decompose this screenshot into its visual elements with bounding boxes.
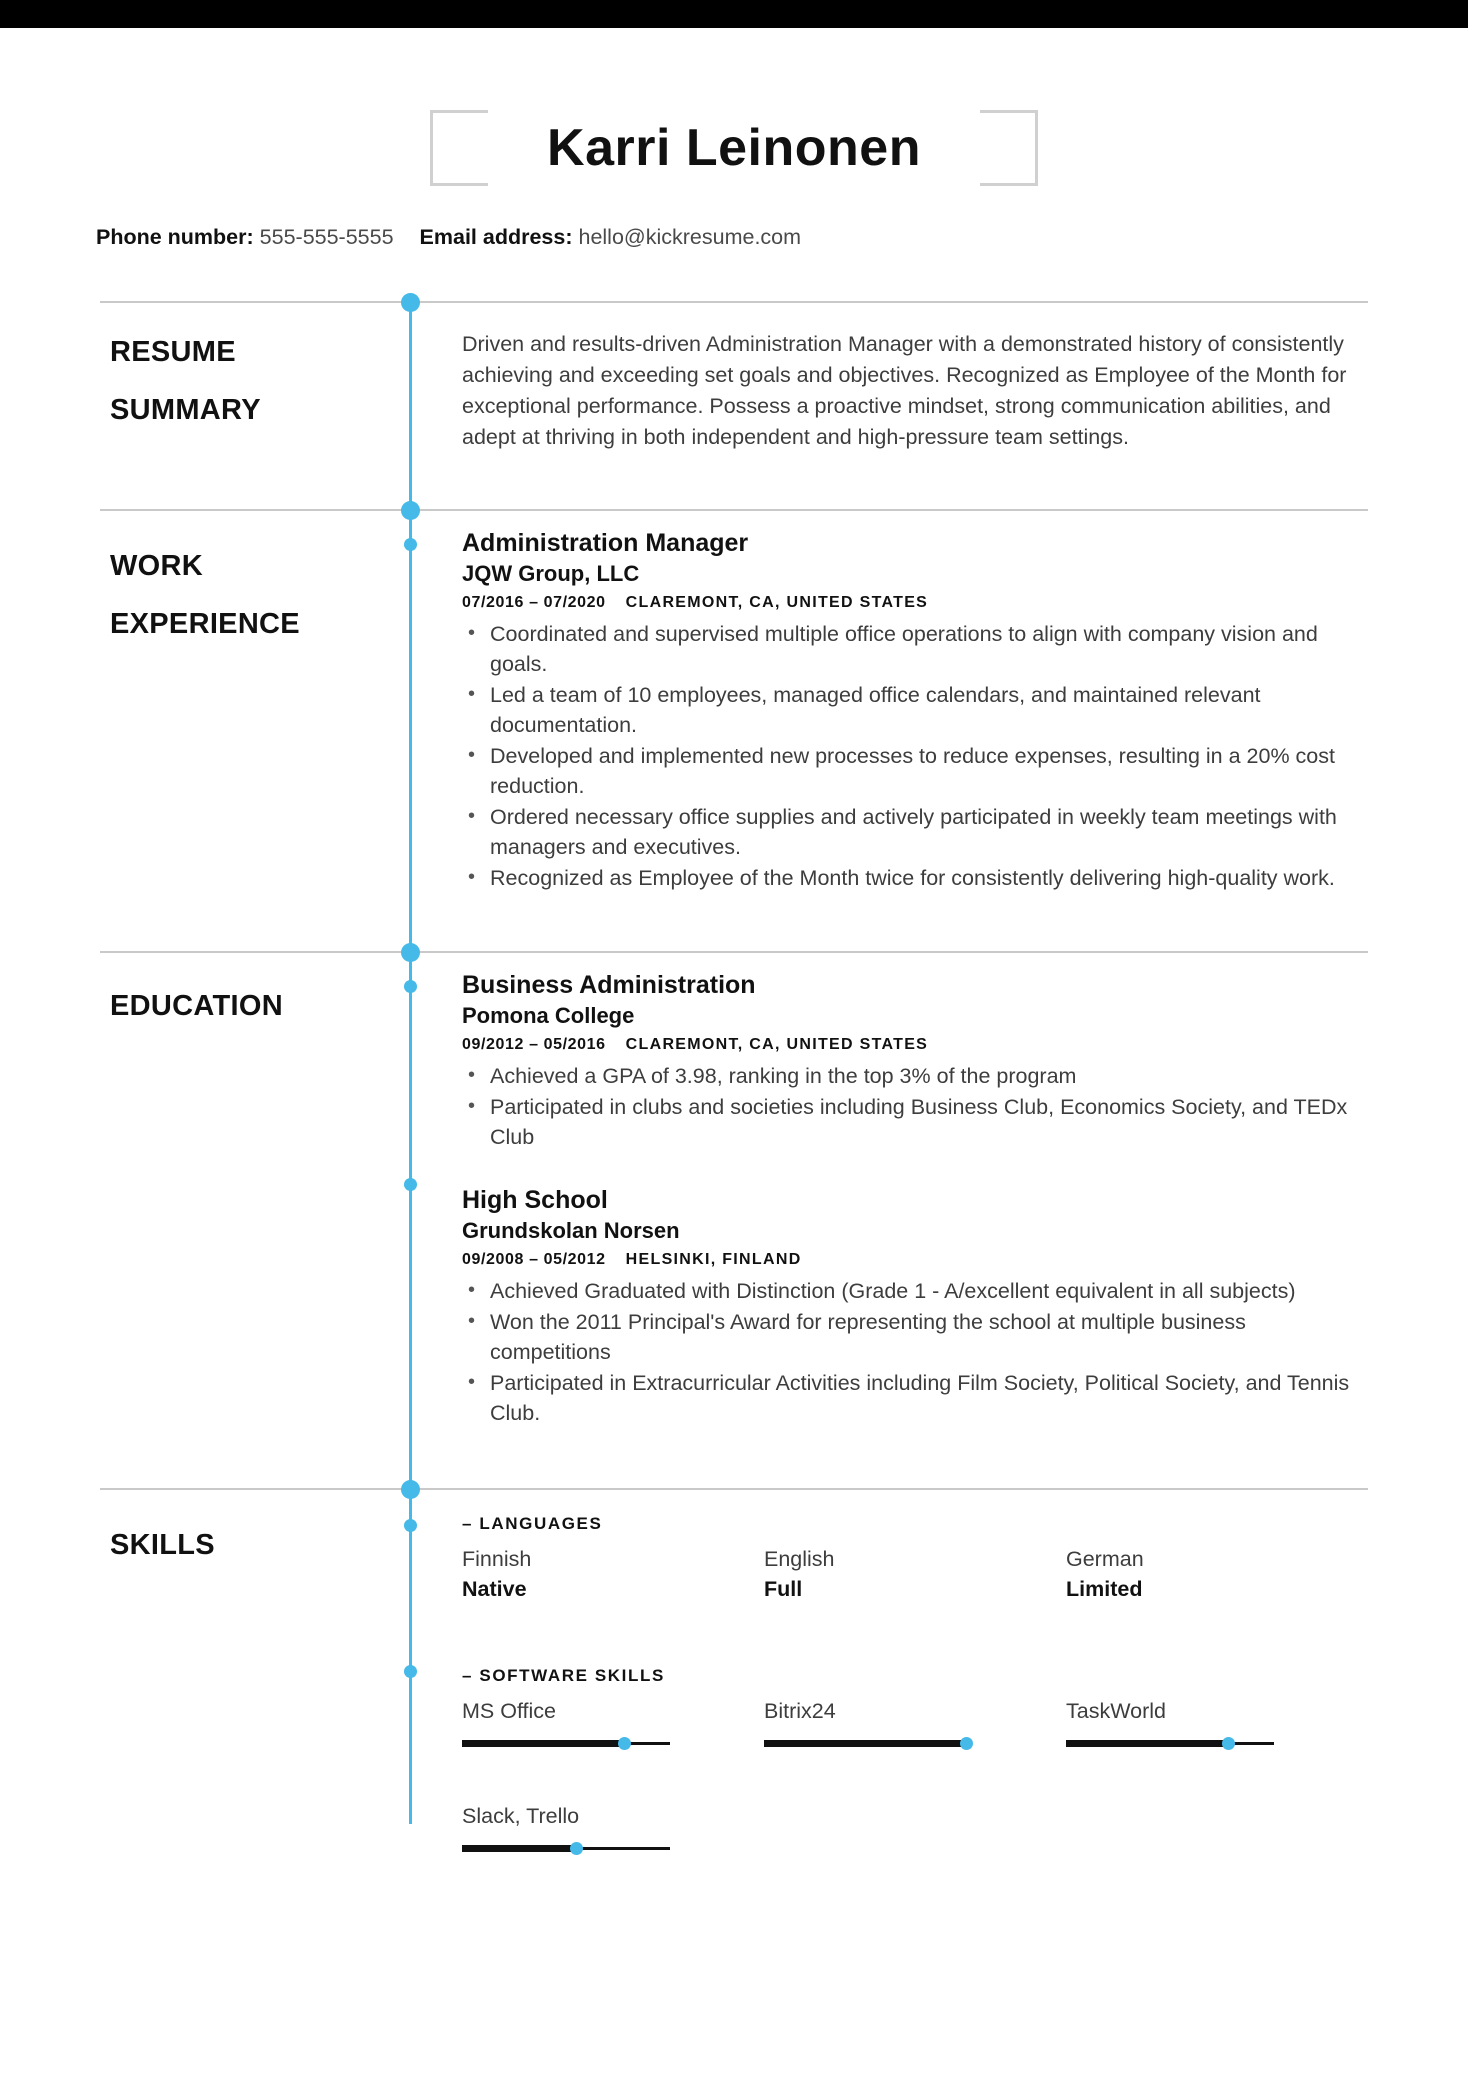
- job-bullet-list: [462, 619, 1368, 893]
- email-value: hello@kickresume.com: [578, 225, 802, 249]
- candidate-name: Karri Leinonen: [547, 119, 921, 177]
- list-item: • Led a team of 10 employees, managed office calendars, and maintained relevant documentation.: [462, 680, 1368, 740]
- slider-knob-icon[interactable]: [960, 1737, 973, 1750]
- timeline-entry-node-icon: [404, 1665, 417, 1678]
- degree-title: High School: [462, 1186, 608, 1214]
- section-title-resume-summary: [110, 323, 380, 439]
- job-position: Administration Manager: [462, 529, 749, 557]
- timeline-node-icon: [401, 501, 420, 520]
- language-level: Native: [462, 1577, 527, 1601]
- email-label: Email address:: [419, 225, 573, 249]
- school-name: Grundskolan Norsen: [462, 1218, 680, 1243]
- timeline-entry-node-icon: [404, 980, 417, 993]
- software-skills-subheading: – SOFTWARE SKILLS: [462, 1666, 665, 1685]
- languages-subheading: – LANGUAGES: [462, 1514, 603, 1533]
- language-item: [764, 1544, 1066, 1604]
- section-body-resume-summary: [462, 329, 1368, 453]
- software-skill-item: [764, 1696, 1066, 1753]
- section-title-line2: EXPERIENCE: [110, 608, 300, 640]
- section-body-work-experience: [462, 527, 1368, 894]
- section-divider: [100, 509, 1368, 511]
- languages-grid: [462, 1544, 1368, 1610]
- software-skill-name: Slack, Trello: [462, 1804, 580, 1828]
- timeline-spine: [409, 300, 412, 1824]
- list-item: • Coordinated and supervised multiple office operations to align with company vision and goals.: [462, 619, 1368, 679]
- section-title-line1: WORK: [110, 550, 204, 582]
- slider-fill: [462, 1740, 624, 1747]
- software-skill-item: [1066, 1696, 1368, 1753]
- language-name: German: [1066, 1547, 1144, 1571]
- section-title-line1: RESUME: [110, 336, 236, 368]
- section-title-line1: EDUCATION: [110, 990, 283, 1022]
- section-divider: [100, 951, 1368, 953]
- resume-header: [0, 28, 1468, 188]
- education-meta: [462, 1031, 1368, 1058]
- education-bullet-list: [462, 1276, 1368, 1428]
- section-body-skills: [462, 1510, 1368, 1864]
- slider-knob-icon[interactable]: [1222, 1737, 1235, 1750]
- section-title-education: [110, 977, 380, 1035]
- slider-fill: [764, 1740, 966, 1747]
- education-entry: [462, 1184, 1368, 1428]
- software-skill-name: MS Office: [462, 1699, 556, 1723]
- software-skills-grid: [462, 1696, 1368, 1864]
- list-item: • Recognized as Employee of the Month twice for consistently delivering high-quality work.: [462, 863, 1368, 893]
- timeline-node-icon: [401, 943, 420, 962]
- education-bullet-list: [462, 1061, 1368, 1152]
- list-item: • Developed and implemented new processes to reduce expenses, resulting in a 20% cost reduction.: [462, 741, 1368, 801]
- section-title-work-experience: [110, 537, 380, 653]
- job-company: JQW Group, LLC: [462, 561, 640, 586]
- timeline-node-icon: [401, 293, 420, 312]
- education-dates: 09/2012 – 05/2016: [462, 1036, 606, 1053]
- phone-label: Phone number:: [96, 225, 254, 249]
- education-entry: [462, 969, 1368, 1152]
- skill-level-slider[interactable]: [462, 1735, 670, 1753]
- education-location: CLAREMONT, CA, UNITED STATES: [625, 1036, 929, 1053]
- list-item: • Participated in Extracurricular Activities including Film Society, Political Society, and Tennis Club.: [462, 1368, 1368, 1428]
- contact-line: [96, 222, 801, 252]
- section-title-skills: [110, 1516, 380, 1574]
- software-skill-item: [462, 1696, 764, 1753]
- job-dates: 07/2016 – 07/2020: [462, 594, 606, 611]
- slider-fill: [462, 1845, 576, 1852]
- language-name: English: [764, 1547, 835, 1571]
- work-entry: [462, 527, 1368, 893]
- timeline-node-icon: [401, 1480, 420, 1499]
- job-meta: [462, 589, 1368, 616]
- list-item: • Ordered necessary office supplies and actively participated in weekly team meetings with managers and executives.: [462, 802, 1368, 862]
- job-location: CLAREMONT, CA, UNITED STATES: [625, 594, 929, 611]
- list-item: • Participated in clubs and societies including Business Club, Economics Society, and TEDx Club: [462, 1092, 1368, 1152]
- section-divider: [100, 1488, 1368, 1490]
- language-item: [462, 1544, 764, 1604]
- software-skill-name: TaskWorld: [1066, 1699, 1166, 1723]
- name-block: [0, 28, 1468, 188]
- timeline-entry-node-icon: [404, 1519, 417, 1532]
- top-black-bar: [0, 0, 1468, 28]
- school-name: Pomona College: [462, 1003, 635, 1028]
- language-level: Full: [764, 1577, 803, 1601]
- language-item: [1066, 1544, 1368, 1604]
- section-title-line2: SUMMARY: [110, 394, 261, 426]
- degree-title: Business Administration: [462, 971, 756, 999]
- list-item: • Achieved a GPA of 3.98, ranking in the top 3% of the program: [462, 1061, 1368, 1091]
- slider-fill: [1066, 1740, 1228, 1747]
- language-level: Limited: [1066, 1577, 1143, 1601]
- summary-text: Driven and results-driven Administration Manager with a demonstrated history of consistently achieving and exceeding set goals and objectives. Recognized as Employee of the Month for exceptional performance. Possess a proactive mindset, strong communication abilities, and adept at thriving in both independent and high-pressure team settings.: [462, 332, 1347, 449]
- slider-knob-icon[interactable]: [618, 1737, 631, 1750]
- section-title-line1: SKILLS: [110, 1529, 215, 1561]
- education-location: HELSINKI, FINLAND: [625, 1251, 802, 1268]
- skill-level-slider[interactable]: [764, 1735, 972, 1753]
- software-skill-item: [462, 1801, 764, 1858]
- education-meta: [462, 1246, 1368, 1273]
- software-skill-name: Bitrix24: [764, 1699, 836, 1723]
- list-item: • Won the 2011 Principal's Award for representing the school at multiple business competitions: [462, 1307, 1368, 1367]
- section-body-education: [462, 969, 1368, 1429]
- skill-level-slider[interactable]: [462, 1840, 670, 1858]
- education-dates: 09/2008 – 05/2012: [462, 1251, 606, 1268]
- phone-value: 555-555-5555: [259, 225, 394, 249]
- slider-knob-icon[interactable]: [570, 1842, 583, 1855]
- skill-level-slider[interactable]: [1066, 1735, 1274, 1753]
- timeline-entry-node-icon: [404, 538, 417, 551]
- language-name: Finnish: [462, 1547, 532, 1571]
- section-divider: [100, 301, 1368, 303]
- timeline-entry-node-icon: [404, 1178, 417, 1191]
- list-item: • Achieved Graduated with Distinction (Grade 1 - A/excellent equivalent in all subjects): [462, 1276, 1368, 1306]
